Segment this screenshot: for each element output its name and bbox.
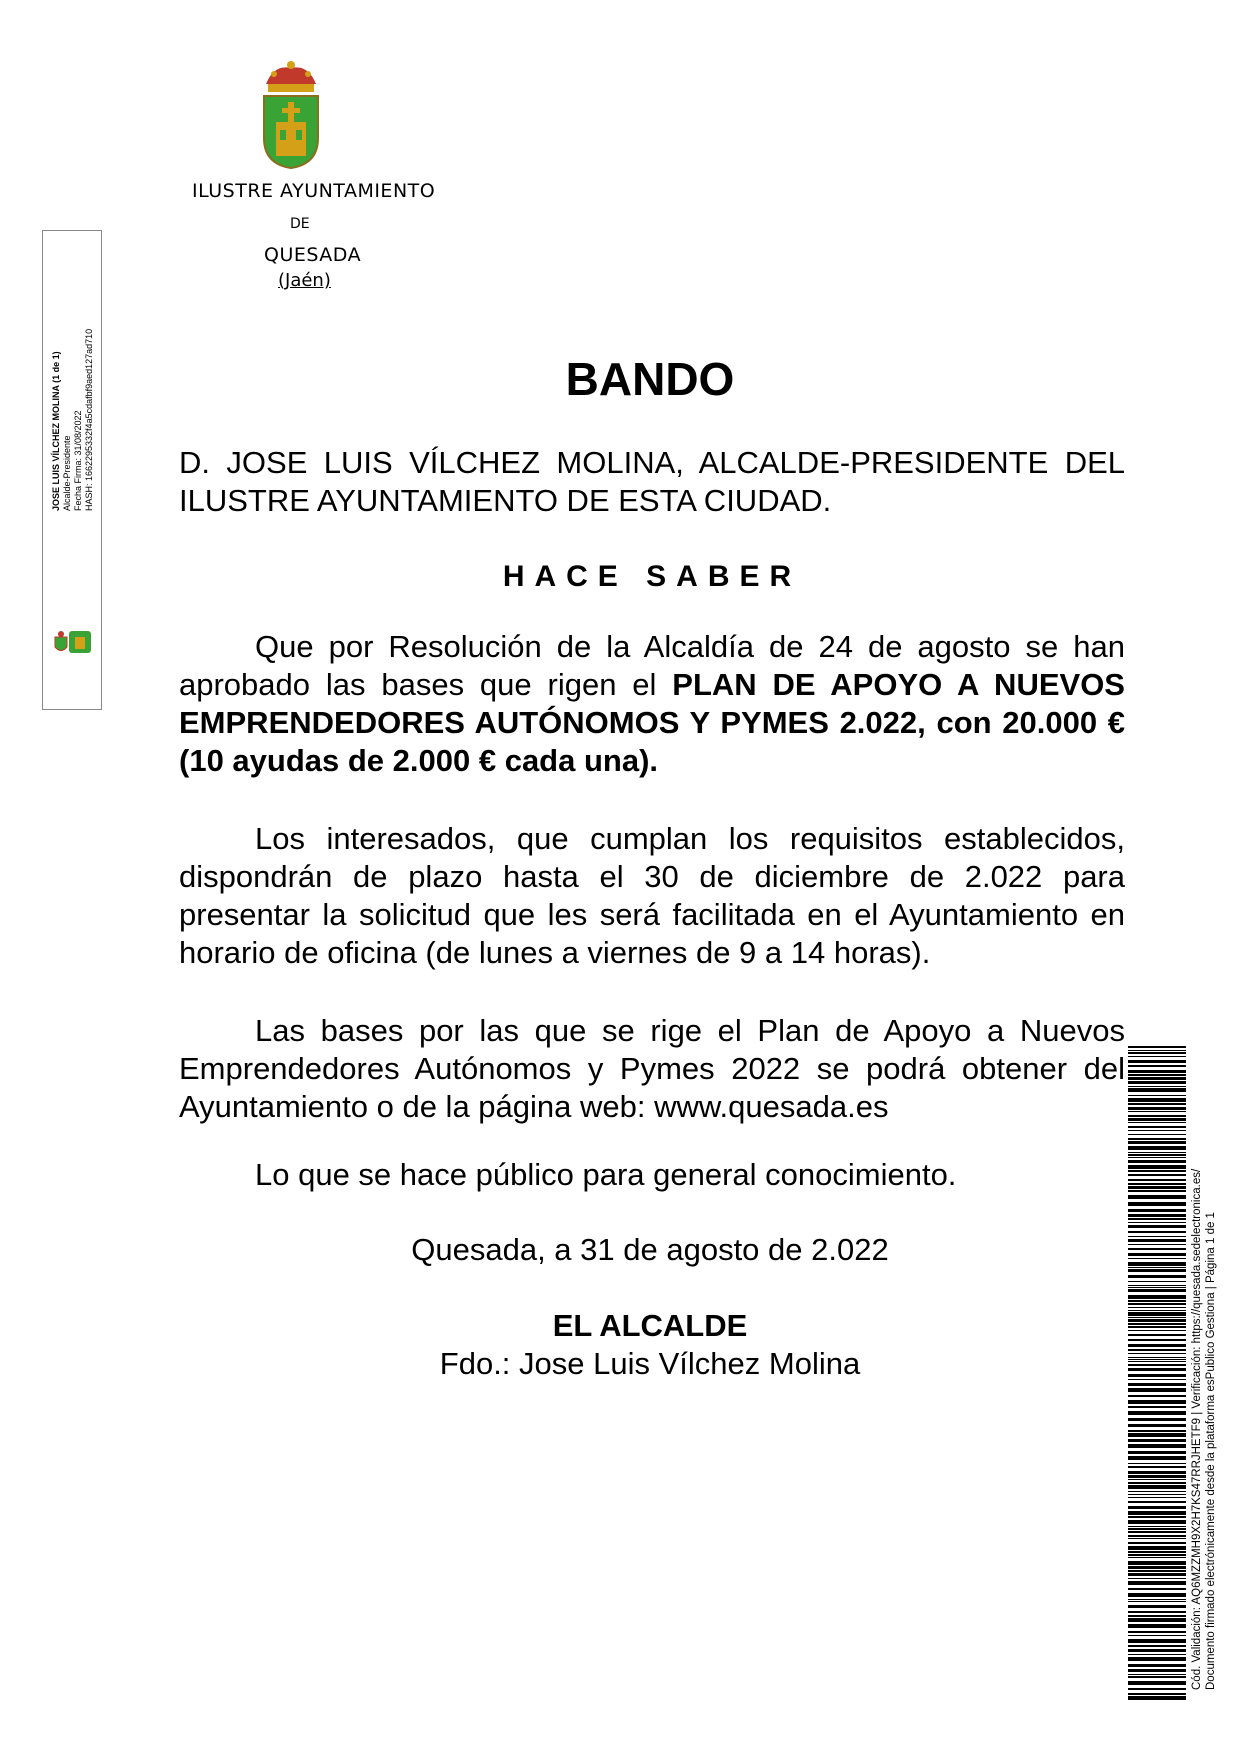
barcode-bar <box>1128 1209 1186 1212</box>
barcode-bar <box>1128 1179 1186 1181</box>
barcode-bar <box>1128 1098 1186 1102</box>
barcode-bar <box>1128 1134 1186 1135</box>
barcode-bar <box>1128 1248 1186 1250</box>
barcode-bar <box>1128 1383 1186 1386</box>
barcode-bar <box>1128 1542 1186 1544</box>
barcode-bar <box>1128 1588 1186 1590</box>
barcode-bar <box>1128 1581 1186 1585</box>
barcode-bar <box>1128 1222 1186 1223</box>
barcode-bar <box>1128 1202 1186 1206</box>
barcode-bar <box>1128 1528 1186 1530</box>
barcode-bar <box>1128 1231 1186 1233</box>
barcode-bar <box>1128 1418 1186 1421</box>
signature-date: Fecha Firma: 31/08/2022 <box>73 410 83 511</box>
barcode-bar <box>1128 1262 1186 1266</box>
barcode-bar <box>1128 1103 1186 1105</box>
barcode-bar <box>1128 1115 1186 1117</box>
small-coat-of-arms-icon <box>51 629 93 655</box>
paragraph-deadline: Los interesados, que cumplan los requisitos establecidos, dispondrán de plazo hasta el 30 de diciembre de 2.022 para presentar la solicitud que les será facilitada en el Ayuntamiento en horario de oficina (de lunes a viernes de 9 a 14 horas). <box>179 821 1125 970</box>
barcode-bar <box>1128 1225 1186 1228</box>
barcode-bar <box>1128 1664 1186 1667</box>
barcode-bar <box>1128 1554 1186 1556</box>
document-title: BANDO <box>565 353 735 405</box>
barcode-bar <box>1128 1400 1186 1404</box>
barcode-bar <box>1128 1236 1186 1237</box>
barcode-bar <box>1128 1077 1186 1080</box>
barcode-bar <box>1128 1631 1186 1633</box>
hace-saber-heading: HACE SABER <box>502 560 802 593</box>
barcode-bar <box>1128 1535 1186 1537</box>
barcode-bar <box>1128 1317 1186 1318</box>
place-date: Quesada, a 31 de agosto de 2.022 <box>411 1232 889 1267</box>
barcode-bar <box>1128 1485 1186 1489</box>
barcode-bar <box>1128 1456 1186 1460</box>
barcode-bar <box>1128 1190 1186 1192</box>
signature-hash: HASH: 1662295332f4a5cdafbf9aed127ad710 <box>84 328 94 511</box>
barcode-bar <box>1128 1688 1186 1690</box>
barcode-bar <box>1128 1611 1186 1613</box>
barcode-bar <box>1128 1183 1186 1185</box>
barcode-bar <box>1128 1165 1186 1169</box>
barcode-bar <box>1128 1214 1186 1217</box>
barcode-bar <box>1128 1086 1186 1087</box>
barcode-bar <box>1128 1494 1186 1495</box>
barcode <box>1128 1046 1186 1702</box>
barcode-bar <box>1128 1357 1186 1358</box>
barcode-bar <box>1128 1538 1186 1539</box>
barcode-bar <box>1128 1258 1186 1259</box>
barcode-bar <box>1128 1681 1186 1685</box>
org-name-line2: DE <box>290 216 310 232</box>
barcode-bar <box>1128 1074 1186 1076</box>
barcode-bar <box>1128 1526 1186 1527</box>
barcode-bar <box>1128 1615 1186 1617</box>
org-name-line1: ILUSTRE AYUNTAMIENTO <box>192 180 436 202</box>
barcode-bar <box>1128 1676 1186 1678</box>
paragraph-bases: Las bases por las que se rige el Plan de Apoyo a Nuevos Emprendedores Autónomos y Pymes 2022 se podrá obtener del Ayuntamiento o de la página web: www.quesada.es <box>179 1013 1125 1124</box>
barcode-bar <box>1128 1307 1186 1308</box>
barcode-bar <box>1128 1566 1186 1569</box>
barcode-bar <box>1128 1122 1186 1123</box>
barcode-bar <box>1128 1573 1186 1576</box>
barcode-bar <box>1128 1267 1186 1268</box>
barcode-bar <box>1128 1174 1186 1176</box>
barcode-bar <box>1128 1275 1186 1278</box>
barcode-bar <box>1128 1645 1186 1647</box>
barcode-bar <box>1128 1593 1186 1597</box>
signer-role: Alcalde-Presidente <box>62 435 72 511</box>
paragraph-resolution <box>179 628 1125 780</box>
barcode-bar <box>1128 1624 1186 1628</box>
barcode-bar <box>1128 1511 1186 1515</box>
barcode-bar <box>1128 1433 1186 1437</box>
barcode-bar <box>1128 1696 1186 1700</box>
barcode-bar <box>1128 1395 1186 1397</box>
barcode-bar <box>1128 1157 1186 1158</box>
barcode-bar <box>1128 1444 1186 1448</box>
paragraph-resolution-text: Que por Resolución de la Alcaldía de 24 de agosto se han aprobado las bases que rigen el <box>179 629 1125 702</box>
paragraph-public: Lo que se hace público para general conocimiento. <box>255 1157 957 1192</box>
barcode-bar <box>1128 1364 1186 1366</box>
barcode-bar <box>1128 1269 1186 1272</box>
barcode-bar <box>1128 1141 1186 1144</box>
barcode-bar <box>1128 1060 1186 1063</box>
barcode-bar <box>1128 1475 1186 1478</box>
validation-text <box>1190 1090 1218 1690</box>
barcode-bar <box>1128 1111 1186 1112</box>
org-name-line3: QUESADA <box>264 244 362 266</box>
barcode-bar <box>1128 1491 1186 1492</box>
barcode-bar <box>1128 1130 1186 1131</box>
barcode-bar <box>1128 1070 1186 1073</box>
barcode-bar <box>1128 1561 1186 1565</box>
barcode-bar <box>1128 1654 1186 1655</box>
barcode-bar <box>1128 1295 1186 1299</box>
barcode-bar <box>1128 1516 1186 1518</box>
barcode-bar <box>1128 1339 1186 1341</box>
coat-of-arms-logo <box>256 60 326 170</box>
signature-title: EL ALCALDE <box>552 1308 748 1343</box>
org-province: (Jaén) <box>278 270 331 291</box>
barcode-bar <box>1128 1107 1186 1110</box>
barcode-bar <box>1128 1353 1186 1354</box>
barcode-bar <box>1128 1557 1186 1558</box>
barcode-bar <box>1128 1388 1186 1392</box>
barcode-bar <box>1128 1482 1186 1484</box>
barcode-bar <box>1128 1601 1186 1602</box>
barcode-bar <box>1128 1466 1186 1468</box>
barcode-bar <box>1128 1344 1186 1347</box>
barcode-bar <box>1128 1578 1186 1579</box>
barcode-bar <box>1128 1570 1186 1572</box>
barcode-bar <box>1128 1065 1186 1067</box>
barcode-bar <box>1128 1289 1186 1292</box>
barcode-bar <box>1128 1138 1186 1140</box>
barcode-bar <box>1128 1050 1186 1051</box>
barcode-bar <box>1128 1330 1186 1331</box>
barcode-bar <box>1128 1319 1186 1322</box>
barcode-bar <box>1128 1451 1186 1454</box>
barcode-bar <box>1128 1359 1186 1360</box>
barcode-bar <box>1128 1056 1186 1057</box>
barcode-bar <box>1128 1531 1186 1533</box>
barcode-bar <box>1128 1152 1186 1153</box>
barcode-bar <box>1128 1599 1186 1600</box>
barcode-bar <box>1128 1186 1186 1189</box>
barcode-bar <box>1128 1160 1186 1163</box>
barcode-bar <box>1128 1081 1186 1084</box>
barcode-bar <box>1128 1546 1186 1550</box>
barcode-bar <box>1128 1095 1186 1096</box>
validation-platform: Documento firmado electrónicamente desde la plataforma esPublico Gestiona | Página 1 de 1 <box>1205 1212 1217 1690</box>
barcode-bar <box>1128 1439 1186 1442</box>
barcode-bar <box>1128 1154 1186 1156</box>
barcode-bar <box>1128 1693 1186 1695</box>
barcode-bar <box>1128 1463 1186 1464</box>
barcode-bar <box>1128 1497 1186 1498</box>
barcode-bar <box>1128 1411 1186 1415</box>
barcode-bar <box>1128 1618 1186 1622</box>
barcode-bar <box>1128 1605 1186 1608</box>
signature-name: Fdo.: Jose Luis Vílchez Molina <box>439 1346 861 1381</box>
barcode-bar <box>1128 1334 1186 1336</box>
barcode-bar <box>1128 1312 1186 1316</box>
barcode-bar <box>1128 1118 1186 1121</box>
barcode-bar <box>1128 1349 1186 1351</box>
barcode-bar <box>1128 1479 1186 1480</box>
barcode-bar <box>1128 1300 1186 1302</box>
barcode-bar <box>1128 1471 1186 1474</box>
barcode-bar <box>1128 1303 1186 1305</box>
barcode-bar <box>1128 1520 1186 1524</box>
barcode-bar <box>1128 1657 1186 1661</box>
barcode-bar <box>1128 1253 1186 1256</box>
barcode-bar <box>1128 1649 1186 1652</box>
barcode-bar <box>1128 1052 1186 1054</box>
barcode-bar <box>1128 1146 1186 1150</box>
intro-paragraph: D. JOSE LUIS VÍLCHEZ MOLINA, ALCALDE-PRESIDENTE DEL ILUSTRE AYUNTAMIENTO DE ESTA CIUDAD. <box>179 445 1125 518</box>
barcode-bar <box>1128 1239 1186 1242</box>
barcode-bar <box>1128 1674 1186 1675</box>
validation-code: Cód. Validación: AQ6MZZMH9X2H7KS47RRJHETF9 | Verificación: https://quesada.sedelectronica.es/ <box>1191 1168 1203 1690</box>
barcode-bar <box>1128 1046 1186 1048</box>
barcode-bar <box>1128 1501 1186 1503</box>
barcode-bar <box>1128 1639 1186 1643</box>
barcode-bar <box>1128 1326 1186 1328</box>
paragraph-resolution-bold: PLAN DE APOYO A NUEVOS EMPRENDEDORES AUTÓNOMOS Y PYMES 2.022, con 20.000 € (10 ayudas de 2.000 € cada una). <box>179 667 1125 778</box>
signer-name: JOSE LUIS VÍLCHEZ MOLINA (1 de 1) <box>51 351 61 511</box>
barcode-bar <box>1128 1374 1186 1377</box>
barcode-bar <box>1128 1281 1186 1282</box>
barcode-bar <box>1128 1088 1186 1092</box>
barcode-bar <box>1128 1361 1186 1362</box>
barcode-bar <box>1128 1195 1186 1199</box>
barcode-bar <box>1128 1310 1186 1311</box>
barcode-bar <box>1128 1424 1186 1427</box>
barcode-bar <box>1128 1379 1186 1380</box>
barcode-bar <box>1128 1635 1186 1636</box>
signature-stamp <box>42 230 102 710</box>
barcode-bar <box>1128 1551 1186 1553</box>
barcode-bar <box>1128 1170 1186 1172</box>
barcode-bar <box>1128 1368 1186 1371</box>
barcode-bar <box>1128 1287 1186 1288</box>
barcode-bar <box>1128 1406 1186 1408</box>
barcode-bar <box>1128 1126 1186 1128</box>
barcode-bar <box>1128 1323 1186 1325</box>
barcode-bar <box>1128 1218 1186 1220</box>
barcode-bar <box>1128 1506 1186 1509</box>
barcode-bar <box>1128 1669 1186 1672</box>
barcode-bar <box>1128 1430 1186 1432</box>
barcode-bar <box>1128 1244 1186 1245</box>
barcode-bar <box>1128 1285 1186 1286</box>
